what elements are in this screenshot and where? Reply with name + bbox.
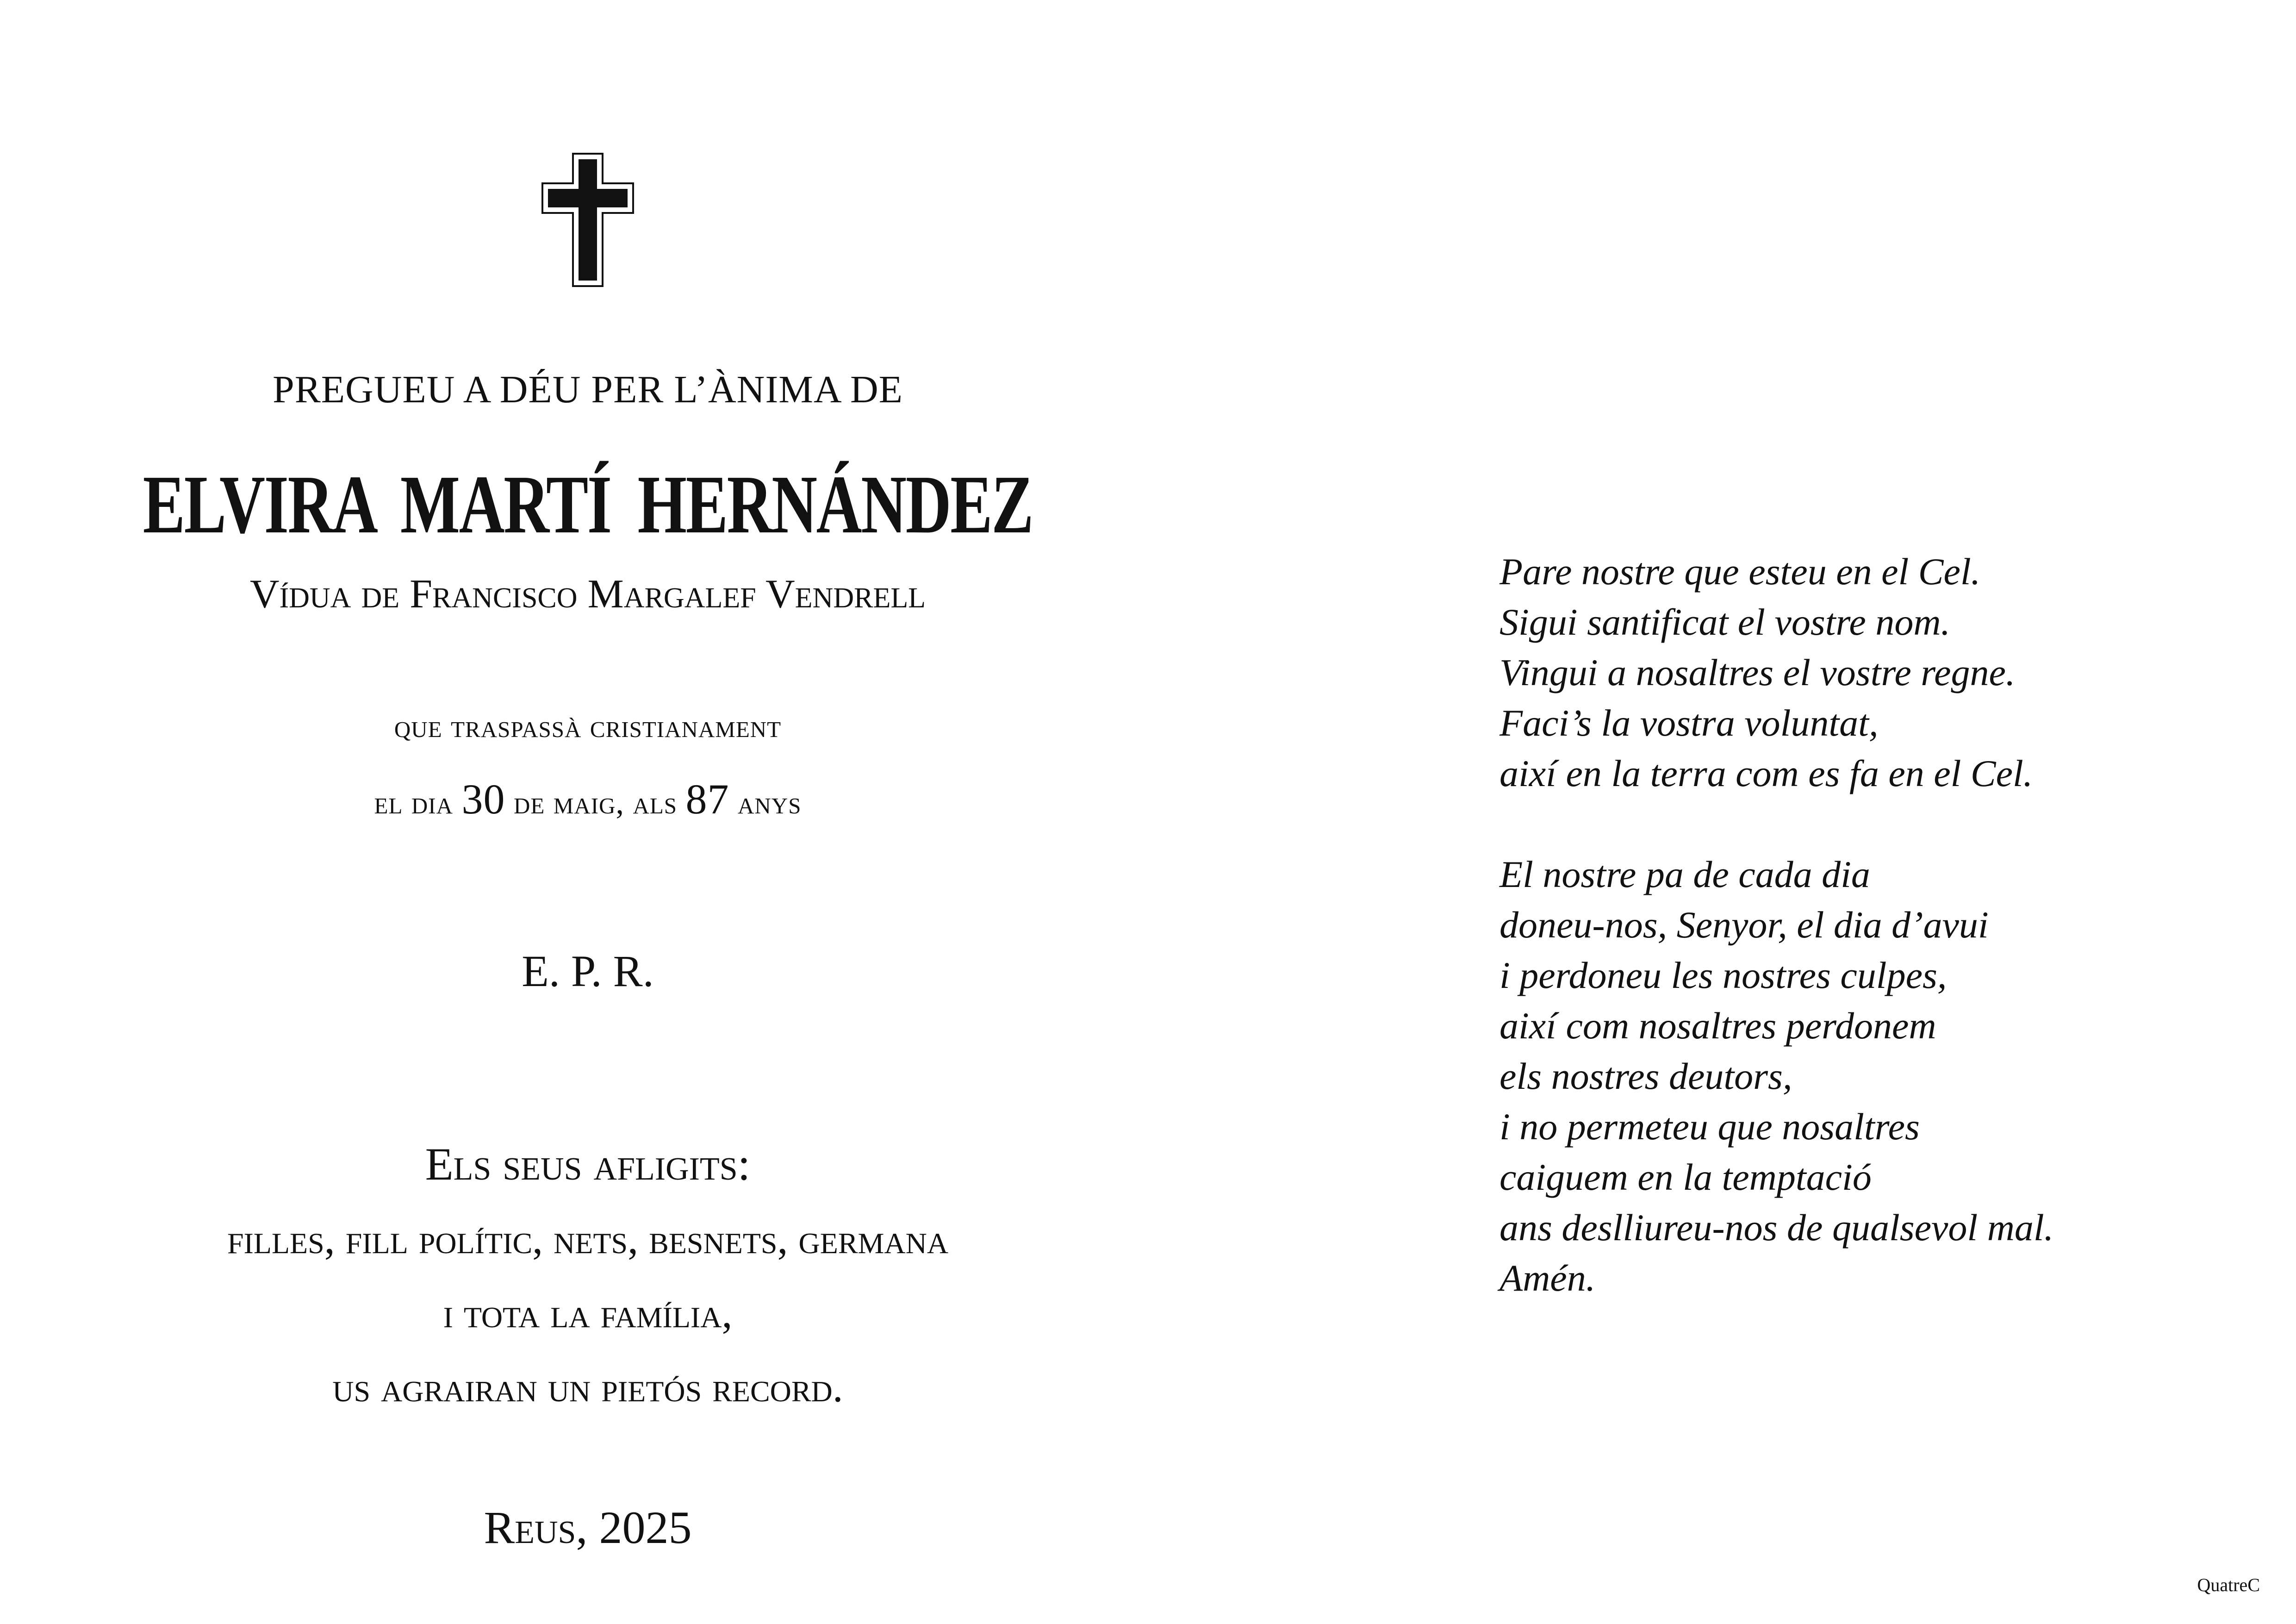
prayer-line: ans deslliureu-nos de qualsevol mal. <box>1500 1206 2054 1249</box>
date-middle: de maig, als <box>505 785 686 821</box>
prayer-line: així en la terra com es fa en el Cel. <box>1500 752 2033 794</box>
prayer-line: així com nosaltres perdonem <box>1500 1005 1936 1047</box>
date-suffix: anys <box>729 785 802 821</box>
prayer-line: Amén. <box>1500 1257 1596 1299</box>
prayer-line: i perdoneu les nostres culpes, <box>1500 954 1947 996</box>
prayer-line: Vingui a nosaltres el vostre regne. <box>1500 651 2016 693</box>
death-day: 30 <box>461 775 505 823</box>
deceased-name: ELVIRA MARTÍ HERNÁNDEZ <box>143 458 1033 550</box>
date-prefix: el dia <box>374 785 462 821</box>
mourners-title: Els seus afligits: <box>425 1138 751 1190</box>
printer-mark: QuatreC <box>2197 1574 2260 1595</box>
death-date-line <box>0 775 1176 823</box>
latin-cross-icon <box>541 153 634 287</box>
age-at-death: 87 <box>685 775 729 823</box>
prayer-stanza-2 <box>1500 849 2053 1303</box>
prayer-line: Faci’s la vostra voluntat, <box>1500 702 1879 744</box>
mourners-line-3: us agrairan un pietós record. <box>332 1363 843 1411</box>
prayer-request-heading: PREGUEU A DÉU PER L’ÀNIMA DE <box>273 368 903 411</box>
prayer-line: Sigui santificat el vostre nom. <box>1500 601 1951 643</box>
prayer-line: i no permeteu que nosaltres <box>1500 1106 1920 1148</box>
death-line-1: que traspassà cristianament <box>394 709 782 744</box>
lords-prayer <box>1500 546 2053 1303</box>
prayer-line: els nostres deutors, <box>1500 1055 1792 1097</box>
prayer-line: caiguem en la temptació <box>1500 1156 1872 1198</box>
widow-of-line: Vídua de Francisco Margalef Vendrell <box>249 572 926 617</box>
prayer-line: doneu-nos, Senyor, el dia d’avui <box>1500 904 1989 946</box>
prayer-line: Pare nostre que esteu en el Cel. <box>1500 550 1981 593</box>
mourners-line-2: i tota la família, <box>443 1289 733 1337</box>
prayer-stanza-1 <box>1500 546 2053 799</box>
prayer-line: El nostre pa de cada dia <box>1500 853 1870 895</box>
place-year: Reus, 2025 <box>484 1502 692 1553</box>
epr-line: E. P. R. <box>522 946 654 996</box>
mourners-line-1: filles, fill polític, nets, besnets, germana <box>227 1215 949 1262</box>
